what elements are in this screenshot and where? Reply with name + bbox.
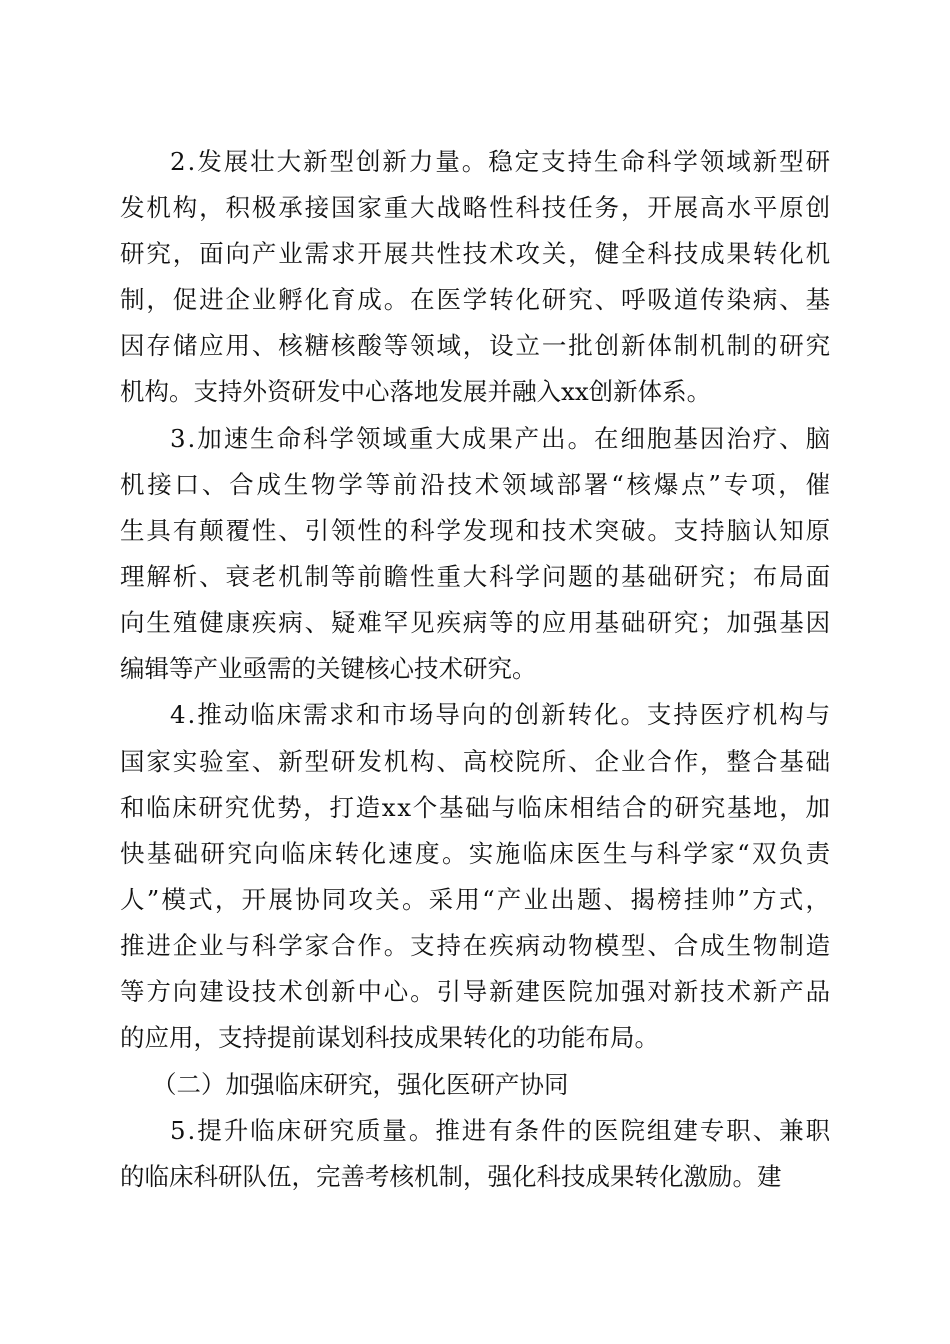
text-run: 4.推动临床需求和市场导向的创新转化。支持医疗机构与: [170, 700, 833, 729]
text-run: 向生殖健康疾病、疑难罕见疾病等的应用基础研究；加强基因: [120, 608, 832, 637]
paragraph-2-line-3: [0, 231, 950, 277]
text-run: 的应用，支持提前谋划科技成果转化的功能布局。: [120, 1023, 659, 1052]
paragraph-3-line-2: [0, 462, 950, 508]
text-run: 2.发展壮大新型创新力量。稳定支持生命科学领域新型研: [170, 147, 833, 176]
text-run: 5.提升临床研究质量。推进有条件的医院组建专职、兼职: [170, 1116, 833, 1145]
text-run: 发机构，积极承接国家重大战略性科技任务，开展高水平原创: [120, 193, 832, 222]
text-run: 生具有颠覆性、引领性的科学发现和技术突破。支持脑认知原: [120, 516, 832, 545]
paragraph-4-line-6: [0, 923, 950, 969]
paragraph-5-line-2: [0, 1154, 950, 1200]
paragraph-3-line-6: [0, 646, 950, 692]
text-run: 理解析、衰老机制等前瞻性重大科学问题的基础研究；布局面: [120, 562, 832, 591]
text-run: 的临床科研队伍，完善考核机制，强化科技成果转化激励。建: [120, 1162, 782, 1191]
text-run: 和临床研究优势，打造xx个基础与临床相结合的研究基地，加: [120, 793, 832, 822]
paragraph-4-line-8: [0, 1015, 950, 1061]
paragraph-3-line-4: [0, 554, 950, 600]
paragraph-5-line-1: [0, 1108, 950, 1154]
text-run: （二）加强临床研究，强化医研产协同: [152, 1070, 569, 1099]
paragraph-2-line-5: [0, 323, 950, 369]
text-run: 制，促进企业孵化育成。在医学转化研究、呼吸道传染病、基: [120, 285, 832, 314]
paragraph-3-line-3: [0, 508, 950, 554]
text-run: 推进企业与科学家合作。支持在疾病动物模型、合成生物制造: [120, 931, 832, 960]
paragraph-4-line-3: [0, 785, 950, 831]
paragraph-2-line-4: [0, 277, 950, 323]
paragraph-3-line-5: [0, 600, 950, 646]
text-run: 快基础研究向临床转化速度。实施临床医生与科学家“双负责: [120, 839, 833, 868]
paragraph-4-line-5: [0, 877, 950, 923]
text-run: 机接口、合成生物学等前沿技术领域部署“核爆点”专项，催: [120, 470, 833, 499]
paragraph-4-line-1: [0, 692, 950, 738]
paragraph-2-line-2: [0, 185, 950, 231]
text-run: 研究，面向产业需求开展共性技术攻关，健全科技成果转化机: [120, 239, 832, 268]
section-heading: [0, 1062, 950, 1108]
text-run: 机构。支持外资研发中心落地发展并融入xx创新体系。: [120, 377, 712, 406]
text-run: 等方向建设技术创新中心。引导新建医院加强对新技术新产品: [120, 977, 832, 1006]
text-run: 国家实验室、新型研发机构、高校院所、企业合作，整合基础: [120, 747, 832, 776]
paragraph-4-line-7: [0, 969, 950, 1015]
text-run: 因存储应用、核糖核酸等领域，设立一批创新体制机制的研究: [120, 331, 832, 360]
paragraph-3-line-1: [0, 416, 950, 462]
paragraph-2-line-6: [0, 369, 950, 415]
text-run: 3.加速生命科学领域重大成果产出。在细胞基因治疗、脑: [170, 424, 833, 453]
text-run: 人”模式，开展协同攻关。采用“产业出题、揭榜挂帅”方式，: [120, 885, 833, 914]
text-run: 编辑等产业亟需的关键核心技术研究。: [120, 654, 537, 683]
paragraph-4-line-2: [0, 739, 950, 785]
paragraph-4-line-4: [0, 831, 950, 877]
paragraph-2-line-1: [0, 139, 950, 185]
